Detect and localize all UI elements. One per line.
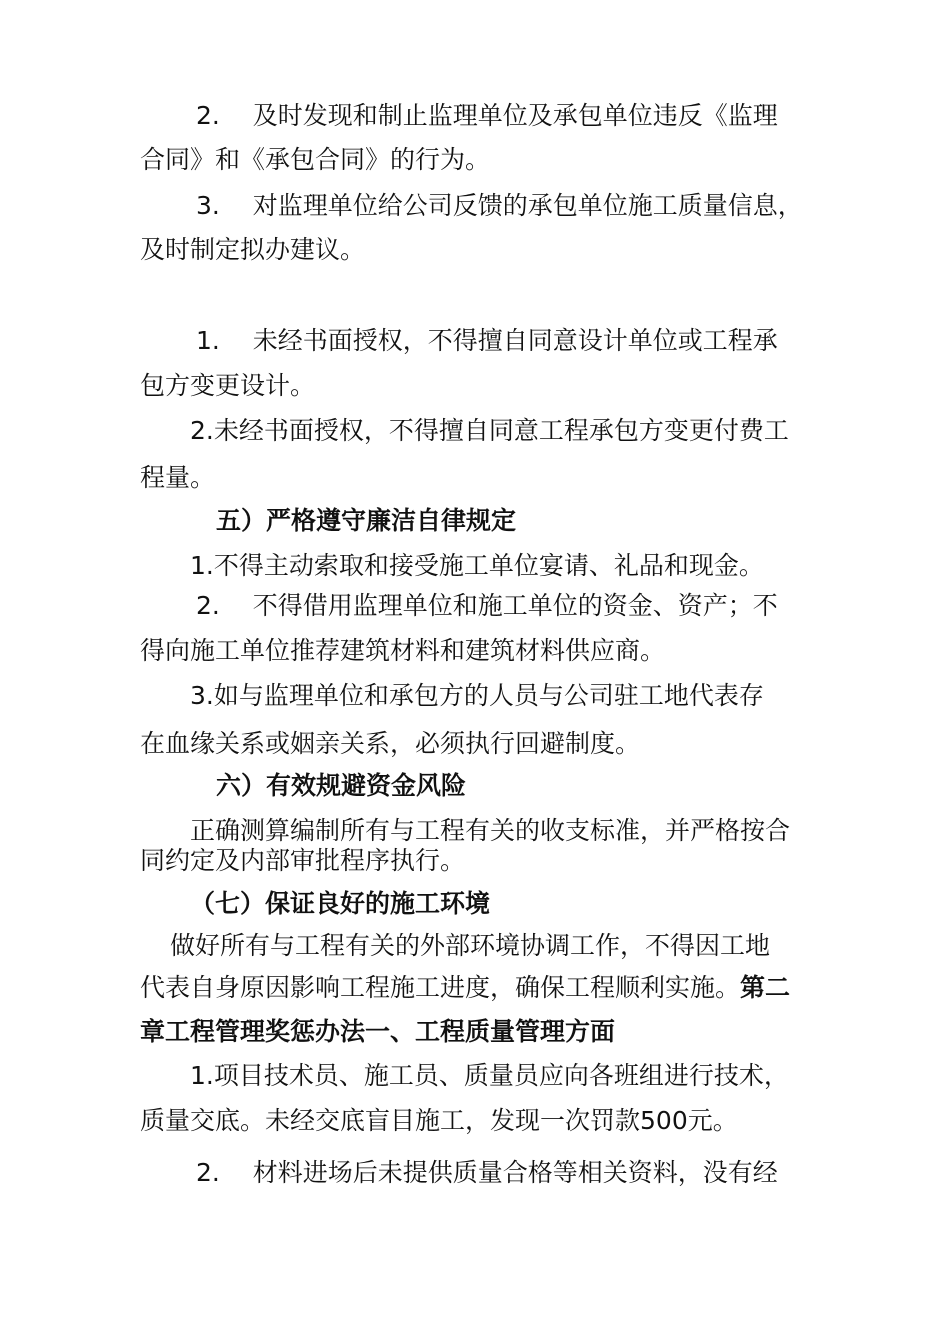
chapter-heading-start: 第二 [740, 973, 791, 1002]
paragraph-line: 合同》和《承包合同》的行为。 [140, 145, 491, 174]
section-heading: 五）严格遵守廉洁自律规定 [216, 506, 517, 535]
paragraph-text: 代表自身原因影响工程施工进度，确保工程顺利实施。 [140, 973, 741, 1002]
paragraph-line: 在血缘关系或姻亲关系，必须执行回避制度。 [140, 729, 641, 758]
section-heading: （七）保证良好的施工环境 [190, 889, 491, 918]
paragraph-line: 2. 及时发现和制止监理单位及承包单位违反《监理 [196, 101, 778, 130]
paragraph-line: 程量。 [140, 463, 216, 492]
paragraph-line: 2. 材料进场后未提供质量合格等相关资料，没有经 [196, 1158, 778, 1187]
paragraph-line: 3.如与监理单位和承包方的人员与公司驻工地代表存 [190, 681, 764, 710]
paragraph-line [140, 972, 790, 1004]
paragraph-line: 1.不得主动索取和接受施工单位宴请、礼品和现金。 [190, 551, 764, 580]
paragraph-line: 包方变更设计。 [140, 371, 316, 400]
paragraph-line: 正确测算编制所有与工程有关的收支标准，并严格按合 [190, 816, 791, 845]
paragraph-line: 1.项目技术员、施工员、质量员应向各班组进行技术， [190, 1061, 789, 1090]
paragraph-line: 3. 对监理单位给公司反馈的承包单位施工质量信息， [196, 191, 803, 220]
paragraph-line: 做好所有与工程有关的外部环境协调工作，不得因工地 [170, 931, 771, 960]
paragraph-line: 1. 未经书面授权，不得擅自同意设计单位或工程承 [196, 326, 778, 355]
paragraph-line: 及时制定拟办建议。 [140, 235, 366, 264]
paragraph-line: 同约定及内部审批程序执行。 [140, 846, 466, 875]
chapter-heading: 章工程管理奖惩办法一、工程质量管理方面 [140, 1017, 616, 1046]
paragraph-line: 2.未经书面授权，不得擅自同意工程承包方变更付费工 [190, 416, 789, 445]
paragraph-line: 质量交底。未经交底盲目施工，发现一次罚款500元。 [140, 1106, 738, 1135]
paragraph-line: 得向施工单位推荐建筑材料和建筑材料供应商。 [140, 636, 666, 665]
paragraph-line: 2. 不得借用监理单位和施工单位的资金、资产；不 [196, 591, 778, 620]
section-heading: 六）有效规避资金风险 [216, 771, 467, 800]
